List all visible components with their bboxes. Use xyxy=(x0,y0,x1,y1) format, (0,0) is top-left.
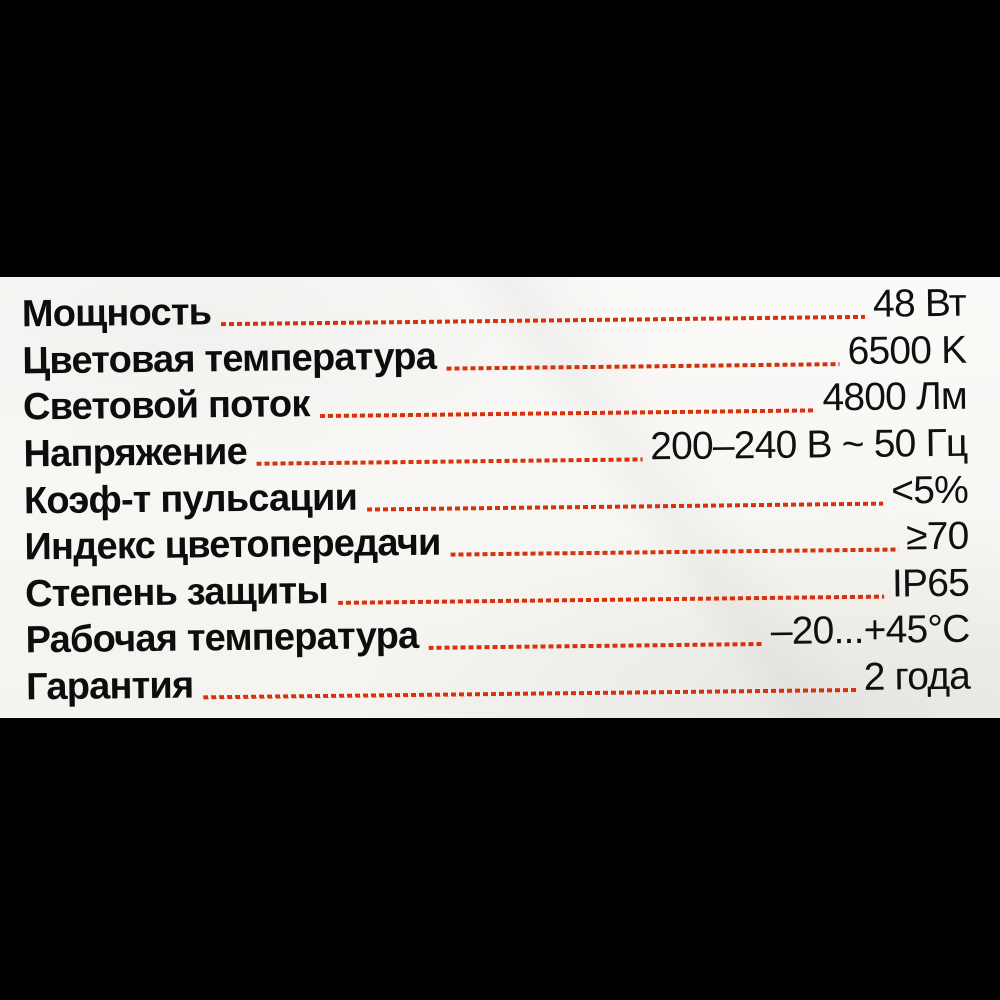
spec-value: 4800 Лм xyxy=(822,374,968,420)
spec-row xyxy=(26,655,970,710)
dotted-leader xyxy=(367,501,883,511)
spec-panel xyxy=(0,277,1000,718)
spec-row xyxy=(23,422,967,477)
spec-row xyxy=(25,561,969,616)
dotted-leader xyxy=(203,688,855,699)
spec-value: 6500 K xyxy=(847,328,967,373)
dotted-leader xyxy=(320,409,815,419)
spec-row xyxy=(22,282,966,337)
spec-value: 2 года xyxy=(863,654,971,699)
dotted-leader xyxy=(428,642,763,650)
spec-label: Индекс цветопередачи xyxy=(24,521,441,569)
spec-table xyxy=(0,271,1000,723)
dotted-leader xyxy=(446,362,840,370)
bottom-black-bar xyxy=(0,718,1000,1000)
spec-row xyxy=(24,515,968,570)
spec-value: ≥70 xyxy=(905,514,969,559)
spec-label: Световой поток xyxy=(22,383,310,429)
dotted-leader xyxy=(338,594,884,604)
spec-row xyxy=(22,328,966,383)
spec-label: Степень защиты xyxy=(24,569,329,616)
spec-label: Мощность xyxy=(21,291,212,336)
top-black-bar xyxy=(0,0,1000,277)
spec-label: Напряжение xyxy=(23,430,248,476)
spec-value: <5% xyxy=(890,468,969,513)
spec-row xyxy=(24,468,968,523)
spec-value: 200–240 В ~ 50 Гц xyxy=(649,421,968,469)
spec-label: Цветовая температура xyxy=(22,335,437,383)
spec-value: 48 Вт xyxy=(872,281,967,326)
spec-label: Рабочая температура xyxy=(25,615,419,662)
spec-label: Коэф-т пульсации xyxy=(23,476,358,522)
dotted-leader xyxy=(451,548,899,557)
spec-row xyxy=(23,375,967,430)
spec-row xyxy=(25,608,969,663)
dotted-leader xyxy=(221,315,865,326)
dotted-leader xyxy=(257,457,642,465)
spec-value: IP65 xyxy=(891,561,970,606)
spec-value: –20...+45°C xyxy=(770,608,970,654)
spec-label: Гарантия xyxy=(25,664,194,709)
